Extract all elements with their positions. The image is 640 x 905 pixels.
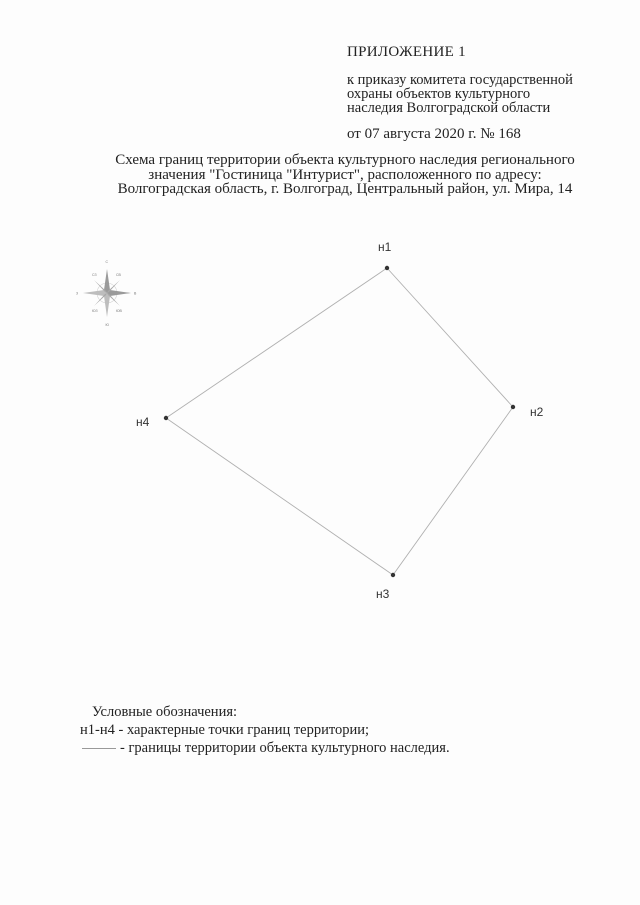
boundary-point-n4 — [164, 416, 168, 420]
point-label-n1: н1 — [378, 240, 392, 254]
boundary-point-n2 — [511, 405, 515, 409]
title-line: Схема границ территории объекта культурного наследия регионального — [115, 152, 575, 168]
territory-boundary — [166, 268, 513, 575]
legend-line-sample — [82, 748, 116, 749]
point-label-n2: н2 — [530, 405, 544, 419]
compass-label-nw: СЗ — [92, 273, 97, 277]
appendix-title: ПРИЛОЖЕНИЕ 1 — [347, 44, 466, 60]
compass-label-sw: ЮЗ — [92, 309, 98, 313]
legend-title: Условные обозначения: — [92, 704, 238, 720]
legend-points-key: н1-н4 — [80, 722, 115, 738]
compass-rose-icon — [76, 260, 137, 327]
order-date: от 07 августа 2020 г. № 168 — [347, 126, 521, 142]
compass-label-n: С — [105, 260, 109, 264]
legend-boundary-row — [80, 739, 450, 757]
legend-points-row — [80, 721, 369, 739]
order-line: охраны объектов культурного — [347, 86, 531, 102]
order-line: к приказу комитета государственной — [347, 72, 573, 88]
point-label-n3: н3 — [376, 587, 390, 601]
order-line: наследия Волгоградской области — [347, 100, 551, 116]
compass-label-s: Ю — [105, 323, 110, 327]
compass-label-w: З — [76, 291, 79, 296]
point-label-n4: н4 — [136, 415, 150, 429]
compass-label-ne: СВ — [116, 273, 121, 277]
boundary-point-n3 — [391, 573, 395, 577]
legend-points-desc: - характерные точки границ территории; — [114, 722, 370, 738]
legend-boundary-desc: - границы территории объекта культурного наследия. — [120, 740, 450, 756]
title-line: значения "Гостиница "Интурист", расположенного по адресу: — [148, 166, 542, 183]
boundary-point-n1 — [385, 266, 389, 270]
compass-label-se: ЮВ — [116, 309, 122, 313]
title-line: Волгоградская область, г. Волгоград, Центральный район, ул. Мира, 14 — [117, 181, 573, 197]
compass-label-e: В — [134, 291, 137, 296]
